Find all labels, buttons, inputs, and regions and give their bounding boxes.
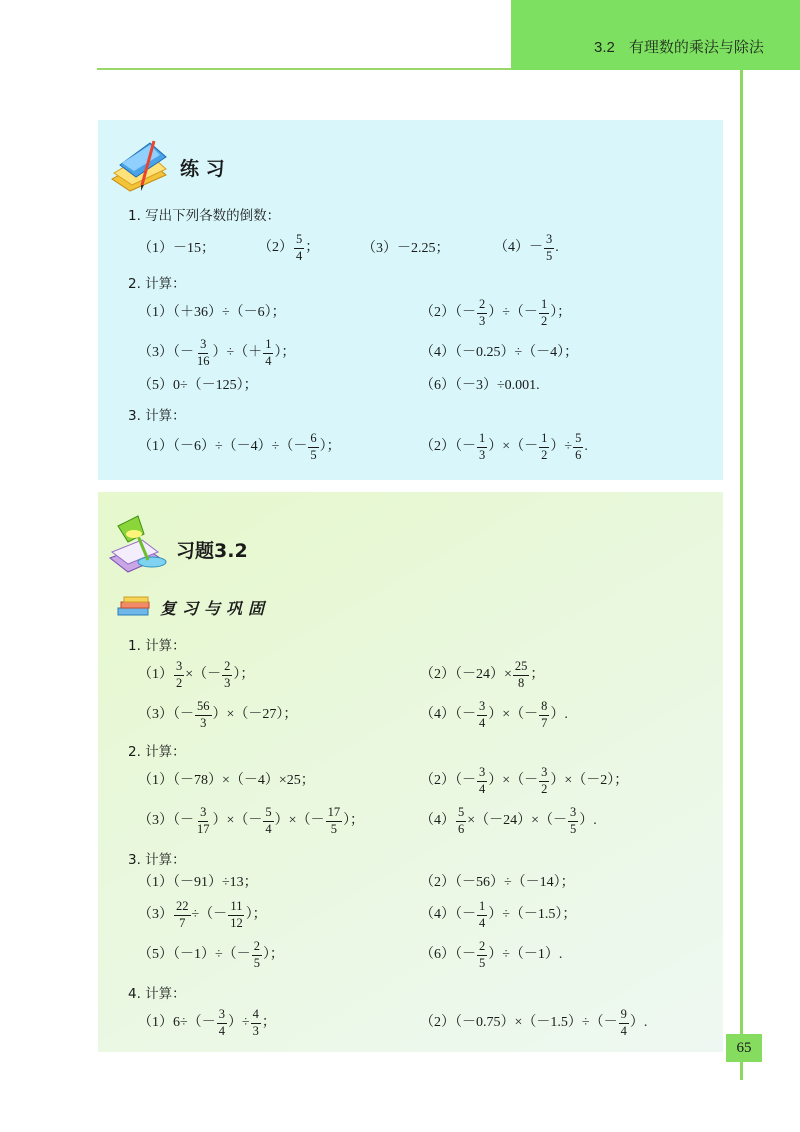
numerator: 11	[228, 900, 244, 916]
exercise-q2-item-2	[420, 296, 571, 330]
expr-text: ）×（－	[274, 813, 325, 828]
fraction	[217, 1008, 227, 1039]
fraction	[477, 900, 487, 931]
denominator: 4	[479, 781, 486, 796]
expr-text: ）；	[274, 345, 296, 360]
denominator: 2	[176, 675, 183, 690]
fraction	[619, 1008, 629, 1039]
expr-text: （4）－	[494, 240, 543, 255]
numerator: 22	[174, 900, 191, 916]
fraction	[539, 766, 549, 797]
fraction	[228, 900, 245, 931]
homework-q3-item-4	[420, 898, 576, 932]
homework-q3-label: 3. 计算：	[128, 852, 186, 868]
homework-q4-item-2	[420, 1006, 647, 1040]
fraction	[477, 766, 487, 797]
expr-text: ）.	[579, 813, 597, 828]
fraction	[195, 700, 212, 731]
expr-text: （2）（－	[420, 439, 476, 454]
exercise-q1-item-4	[494, 232, 559, 264]
expr-text: ）÷（－	[488, 305, 538, 320]
denominator: 5	[253, 955, 260, 970]
exercise-q3-label: 3. 计算：	[128, 408, 186, 424]
homework-q1-item-1	[138, 658, 254, 692]
expr-text: （3）	[138, 907, 173, 922]
numerator: 3	[477, 700, 487, 716]
denominator: 3	[224, 675, 231, 690]
expr-text: （4）（－	[420, 907, 476, 922]
homework-q1-item-4	[420, 698, 568, 732]
expr-text: ；	[261, 1015, 276, 1030]
fraction	[573, 432, 583, 463]
expr-text: （2）（－	[420, 305, 476, 320]
fraction	[252, 940, 262, 971]
numerator: 1	[477, 900, 487, 916]
expr-text: ）×（－2）；	[550, 773, 629, 788]
homework-q2-item-3	[138, 804, 364, 838]
expr-text: （2）（－56）÷（－14）；	[420, 875, 575, 890]
denominator: 4	[479, 915, 486, 930]
expr-text: ）；	[319, 439, 341, 454]
expr-text: （3）－2.25；	[362, 241, 450, 256]
expr-text: ）；	[343, 813, 365, 828]
denominator: 2	[541, 781, 548, 796]
fraction	[539, 432, 549, 463]
denominator: 5	[310, 447, 317, 462]
lamp-book-icon	[108, 512, 168, 574]
section-number: 3.2	[594, 39, 615, 56]
exercise-q1-item-2	[258, 232, 319, 264]
numerator: 6	[308, 432, 318, 448]
numerator: 5	[294, 233, 304, 249]
expr-text: （6）（－3）÷0.001.	[420, 378, 540, 393]
expr-text: （3）（－	[138, 345, 194, 360]
homework-q3-item-6	[420, 938, 562, 972]
expr-text: ×（－24）×（－	[467, 813, 568, 828]
exercise-q2-item-5	[138, 373, 258, 399]
denominator: 5	[330, 821, 337, 836]
numerator: 2	[222, 660, 232, 676]
books-icon	[116, 594, 154, 618]
expr-text: ）；	[245, 907, 267, 922]
expr-text: （3）（－	[138, 813, 194, 828]
fraction	[477, 298, 487, 329]
expr-text: （3）（－	[138, 707, 194, 722]
numerator: 3	[477, 766, 487, 782]
denominator: 16	[197, 353, 210, 368]
denominator: 8	[518, 675, 525, 690]
expr-text: （6）（－	[420, 947, 476, 962]
expr-text: ）；	[262, 947, 284, 962]
fraction	[294, 233, 304, 264]
expr-text: （1）－15；	[138, 241, 215, 256]
homework-q2-item-4	[420, 804, 597, 838]
numerator: 8	[539, 700, 549, 716]
denominator: 7	[179, 915, 186, 930]
expr-text: .	[555, 240, 559, 255]
exercise-q2-label: 2. 计算：	[128, 276, 186, 292]
homework-q2-item-1	[138, 768, 315, 794]
fraction	[477, 700, 487, 731]
numerator: 9	[619, 1008, 629, 1024]
expr-text: （1）（－78）×（－4）×25；	[138, 773, 315, 788]
denominator: 4	[218, 1023, 225, 1038]
homework-q4-item-1	[138, 1006, 276, 1040]
fraction	[174, 660, 184, 691]
numerator: 3	[198, 338, 208, 354]
fraction	[263, 806, 273, 837]
numerator: 2	[477, 940, 487, 956]
fraction	[195, 338, 212, 369]
exercise-q2-item-1	[138, 300, 286, 326]
expr-text: ）÷（－1）.	[488, 947, 563, 962]
denominator: 4	[265, 821, 272, 836]
denominator: 6	[458, 821, 465, 836]
exercise-q2-item-6	[420, 373, 540, 399]
homework-q2-item-2	[420, 764, 628, 798]
denominator: 6	[575, 447, 582, 462]
fraction	[308, 432, 318, 463]
expr-text: ）；	[550, 305, 572, 320]
denominator: 4	[479, 715, 486, 730]
header-rule	[97, 68, 512, 70]
header-tab	[511, 0, 800, 70]
expr-text: ；	[305, 240, 320, 255]
expr-text: （1）（－91）÷13；	[138, 875, 258, 890]
expr-text: ）×（－	[212, 813, 263, 828]
fraction	[513, 660, 530, 691]
numerator: 5	[263, 806, 273, 822]
denominator: 2	[540, 313, 548, 328]
homework-subtitle: 复习与巩固	[160, 599, 271, 618]
exercise-q3-item-1	[138, 430, 341, 464]
numerator: 3	[568, 806, 578, 822]
expr-text: （5）（－1）÷（－	[138, 947, 251, 962]
expr-text: （2）（－24）×	[420, 667, 512, 682]
fraction	[539, 700, 549, 731]
numerator: 3	[539, 766, 549, 782]
homework-q4-label: 4. 计算：	[128, 986, 186, 1002]
homework-q3-item-5	[138, 938, 284, 972]
fraction	[539, 298, 549, 329]
denominator: 3	[252, 1023, 259, 1038]
expr-text: （2）	[258, 240, 293, 255]
expr-text: ；	[530, 667, 545, 682]
homework-q1-item-3	[138, 698, 297, 732]
expr-text: （4）	[420, 813, 455, 828]
homework-q2-label: 2. 计算：	[128, 744, 186, 760]
numerator: 4	[251, 1008, 261, 1024]
denominator: 4	[265, 353, 272, 368]
fraction	[263, 338, 273, 369]
denominator: 2	[541, 447, 548, 462]
denominator: 5	[546, 248, 553, 263]
exercise-title: 练 习	[180, 158, 225, 180]
homework-q3-item-2	[420, 870, 575, 896]
numerator: 1	[477, 432, 487, 448]
expr-text: ）×（－	[488, 773, 539, 788]
denominator: 4	[296, 248, 303, 263]
section-header	[594, 36, 764, 57]
fraction	[251, 1008, 261, 1039]
numerator: 3	[174, 660, 184, 676]
denominator: 3	[479, 313, 486, 328]
numerator: 1	[539, 298, 549, 314]
denominator: 4	[620, 1023, 627, 1038]
expr-text: （2）（－	[420, 773, 476, 788]
denominator: 7	[541, 715, 548, 730]
exercise-q3-item-2	[420, 430, 588, 464]
numerator: 3	[544, 233, 554, 249]
exercise-q2-item-4	[420, 340, 578, 366]
exercise-q1-item-1	[138, 236, 215, 262]
expr-text: ）×（－	[488, 439, 539, 454]
denominator: 17	[197, 821, 210, 836]
expr-text: ）×（－27）；	[212, 707, 298, 722]
fraction	[477, 940, 487, 971]
expr-text: ）.	[550, 707, 568, 722]
denominator: 5	[479, 955, 486, 970]
expr-text: ÷（－	[191, 907, 228, 922]
numerator: 2	[252, 940, 262, 956]
expr-text: （1）6÷（－	[138, 1015, 216, 1030]
homework-title: 习题3.2	[176, 540, 248, 562]
expr-text: （2）（－0.75）×（－1.5）÷（－	[420, 1015, 618, 1030]
expr-text: ）÷	[550, 439, 573, 454]
fraction	[222, 660, 232, 691]
numerator: 1	[539, 432, 549, 448]
exercise-q2-item-3	[138, 336, 295, 370]
expr-text: （1）	[138, 667, 173, 682]
fraction	[568, 806, 578, 837]
exercise-q1-label: 1. 写出下列各数的倒数：	[128, 208, 281, 224]
expr-text: （5）0÷（－125）；	[138, 378, 258, 393]
fraction	[456, 806, 466, 837]
numerator: 5	[456, 806, 466, 822]
denominator: 3	[479, 447, 486, 462]
numerator: 3	[198, 806, 208, 822]
section-title: 有理数的乘法与除法	[628, 39, 764, 56]
expr-text: ）÷（＋	[212, 345, 263, 360]
fraction	[195, 806, 212, 837]
numerator: 56	[195, 700, 212, 716]
denominator: 5	[570, 821, 577, 836]
expr-text: .	[584, 439, 588, 454]
expr-text: ）÷	[227, 1015, 250, 1030]
numerator: 2	[477, 298, 487, 314]
expr-text: ×（－	[185, 667, 222, 682]
exercise-q1-item-3	[362, 236, 450, 262]
homework-q1-label: 1. 计算：	[128, 638, 186, 654]
expr-text: （1）（＋36）÷（－6）；	[138, 305, 286, 320]
side-rule	[740, 70, 743, 1080]
expr-text: ）；	[233, 667, 255, 682]
numerator: 17	[326, 806, 343, 822]
homework-q1-item-2	[420, 658, 544, 692]
denominator: 12	[230, 915, 243, 930]
numerator: 5	[573, 432, 583, 448]
expr-text: （4）（－	[420, 707, 476, 722]
expr-text: ）÷（－1.5）；	[488, 907, 577, 922]
expr-text: ）×（－	[488, 707, 539, 722]
denominator: 3	[200, 715, 207, 730]
fraction	[544, 233, 554, 264]
numerator: 3	[217, 1008, 227, 1024]
homework-q3-item-3	[138, 898, 267, 932]
fraction	[477, 432, 487, 463]
numerator: 25	[513, 660, 530, 676]
fraction	[174, 900, 191, 931]
page-number: 65	[726, 1034, 762, 1062]
homework-q3-item-1	[138, 870, 258, 896]
fraction	[326, 806, 343, 837]
numerator: 1	[263, 338, 273, 354]
expr-text: ）.	[629, 1015, 648, 1030]
notebook-pencil-icon	[108, 135, 172, 193]
expr-text: （1）（－6）÷（－4）÷（－	[138, 439, 308, 454]
expr-text: （4）（－0.25）÷（－4）；	[420, 345, 579, 360]
